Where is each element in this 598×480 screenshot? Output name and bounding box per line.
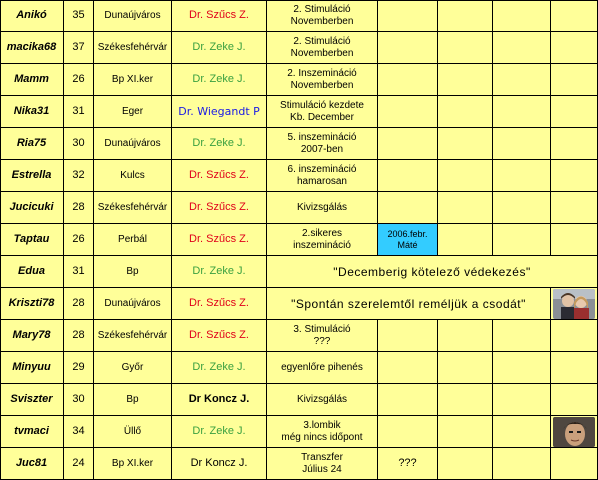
empty-cell <box>378 0 438 32</box>
age-cell: 32 <box>64 160 94 192</box>
age-cell: 31 <box>64 256 94 288</box>
age-cell: 37 <box>64 32 94 64</box>
empty-cell <box>493 160 551 192</box>
status-cell: Stimuláció kezdete Kb. December <box>267 96 378 128</box>
age-cell: 30 <box>64 128 94 160</box>
empty-cell <box>438 32 493 64</box>
age-cell: 35 <box>64 0 94 32</box>
name-cell: Taptau <box>0 224 64 256</box>
city-cell: Bp XI.ker <box>94 64 172 96</box>
name-cell: Juc81 <box>0 448 64 480</box>
status-cell: egyenlőre pihenés <box>267 352 378 384</box>
empty-cell <box>493 448 551 480</box>
city-cell: Kulcs <box>94 160 172 192</box>
doctor-cell: Dr. Zeke J. <box>172 416 267 448</box>
doctor-cell: Dr. Szűcs Z. <box>172 0 267 32</box>
city-cell: Eger <box>94 96 172 128</box>
empty-cell <box>551 128 598 160</box>
name-cell: Nika31 <box>0 96 64 128</box>
couple-photo <box>551 288 598 320</box>
doctor-cell: Dr Koncz J. <box>172 384 267 416</box>
doctor-cell: Dr. Szűcs Z. <box>172 160 267 192</box>
empty-cell <box>493 224 551 256</box>
empty-cell <box>438 224 493 256</box>
doctor-cell: Dr. Szűcs Z. <box>172 224 267 256</box>
empty-cell <box>493 320 551 352</box>
age-cell: 31 <box>64 96 94 128</box>
age-cell: 28 <box>64 288 94 320</box>
empty-cell <box>493 192 551 224</box>
portrait-photo <box>551 416 598 448</box>
empty-cell <box>493 416 551 448</box>
empty-cell <box>378 416 438 448</box>
empty-cell <box>378 384 438 416</box>
doctor-cell: Dr. Zeke J. <box>172 352 267 384</box>
city-cell: Székesfehérvár <box>94 320 172 352</box>
empty-cell <box>438 0 493 32</box>
age-cell: 24 <box>64 448 94 480</box>
city-cell: Dunaújváros <box>94 128 172 160</box>
status-cell: 5. inszemináció 2007-ben <box>267 128 378 160</box>
empty-cell <box>551 224 598 256</box>
name-cell: Sviszter <box>0 384 64 416</box>
empty-cell <box>493 352 551 384</box>
empty-cell <box>378 160 438 192</box>
status-cell: Kivizsgálás <box>267 192 378 224</box>
empty-cell <box>493 384 551 416</box>
age-cell: 29 <box>64 352 94 384</box>
status-cell: 2. Stimuláció Novemberben <box>267 0 378 32</box>
status-cell: 3.lombik még nincs időpont <box>267 416 378 448</box>
name-cell: Mamm <box>0 64 64 96</box>
empty-cell <box>378 352 438 384</box>
doctor-cell: Dr Koncz J. <box>172 448 267 480</box>
empty-cell <box>378 96 438 128</box>
city-cell: Székesfehérvár <box>94 192 172 224</box>
status-cell: Kivizsgálás <box>267 384 378 416</box>
doctor-cell: Dr. Zeke J. <box>172 256 267 288</box>
empty-cell <box>438 448 493 480</box>
age-cell: 26 <box>64 64 94 96</box>
empty-cell <box>378 64 438 96</box>
name-cell: Minyuu <box>0 352 64 384</box>
empty-cell <box>438 192 493 224</box>
name-cell: Jucicuki <box>0 192 64 224</box>
empty-cell <box>551 352 598 384</box>
status-note-cell: "Spontán szerelemtől reméljük a csodát" <box>267 288 551 320</box>
name-cell: Kriszti78 <box>0 288 64 320</box>
city-cell: Bp <box>94 256 172 288</box>
empty-cell <box>493 64 551 96</box>
doctor-cell: Dr. Szűcs Z. <box>172 192 267 224</box>
city-cell: Üllő <box>94 416 172 448</box>
result-cell: 2006.febr. Máté <box>378 224 438 256</box>
empty-cell <box>378 32 438 64</box>
doctor-cell: Dr. Szűcs Z. <box>172 320 267 352</box>
empty-cell <box>438 128 493 160</box>
empty-cell <box>378 192 438 224</box>
age-cell: 28 <box>64 320 94 352</box>
name-cell: Ria75 <box>0 128 64 160</box>
empty-cell <box>551 320 598 352</box>
name-cell: Edua <box>0 256 64 288</box>
empty-cell <box>551 160 598 192</box>
empty-cell <box>551 448 598 480</box>
age-cell: 30 <box>64 384 94 416</box>
name-cell: Mary78 <box>0 320 64 352</box>
doctor-cell: Dr. Zeke J. <box>172 32 267 64</box>
empty-cell <box>551 32 598 64</box>
empty-cell <box>438 384 493 416</box>
status-cell: 2.sikeres inszemináció <box>267 224 378 256</box>
status-note-cell: "Decemberig kötelező védekezés" <box>267 256 598 288</box>
empty-cell <box>438 416 493 448</box>
doctor-cell: Dr. Wiegandt P <box>172 96 267 128</box>
doctor-cell: Dr. Szűcs Z. <box>172 288 267 320</box>
doctor-cell: Dr. Zeke J. <box>172 64 267 96</box>
name-cell: Anikó <box>0 0 64 32</box>
name-cell: macika68 <box>0 32 64 64</box>
status-cell: 2. Inszemináció Novemberben <box>267 64 378 96</box>
empty-cell <box>378 320 438 352</box>
status-cell: 3. Stimuláció ??? <box>267 320 378 352</box>
empty-cell <box>551 0 598 32</box>
empty-cell <box>378 128 438 160</box>
status-cell: Transzfer Július 24 <box>267 448 378 480</box>
age-cell: 34 <box>64 416 94 448</box>
empty-cell <box>551 192 598 224</box>
doctor-cell: Dr. Zeke J. <box>172 128 267 160</box>
empty-cell <box>438 64 493 96</box>
empty-cell <box>551 384 598 416</box>
empty-cell <box>493 128 551 160</box>
city-cell: Bp XI.ker <box>94 448 172 480</box>
empty-cell <box>438 96 493 128</box>
empty-cell <box>551 64 598 96</box>
city-cell: Győr <box>94 352 172 384</box>
status-cell: 6. inszemináció hamarosan <box>267 160 378 192</box>
status-cell: 2. Stimuláció Novemberben <box>267 32 378 64</box>
empty-cell <box>551 96 598 128</box>
city-cell: Perbál <box>94 224 172 256</box>
empty-cell <box>493 96 551 128</box>
empty-cell <box>493 0 551 32</box>
name-cell: Estrella <box>0 160 64 192</box>
name-cell: tvmaci <box>0 416 64 448</box>
extra-cell: ??? <box>378 448 438 480</box>
city-cell: Székesfehérvár <box>94 32 172 64</box>
table-top-border <box>0 0 598 1</box>
empty-cell <box>438 352 493 384</box>
age-cell: 28 <box>64 192 94 224</box>
city-cell: Bp <box>94 384 172 416</box>
age-cell: 26 <box>64 224 94 256</box>
empty-cell <box>438 320 493 352</box>
city-cell: Dunaújváros <box>94 0 172 32</box>
empty-cell <box>493 32 551 64</box>
city-cell: Dunaújváros <box>94 288 172 320</box>
table-left-border <box>0 0 1 480</box>
empty-cell <box>438 160 493 192</box>
